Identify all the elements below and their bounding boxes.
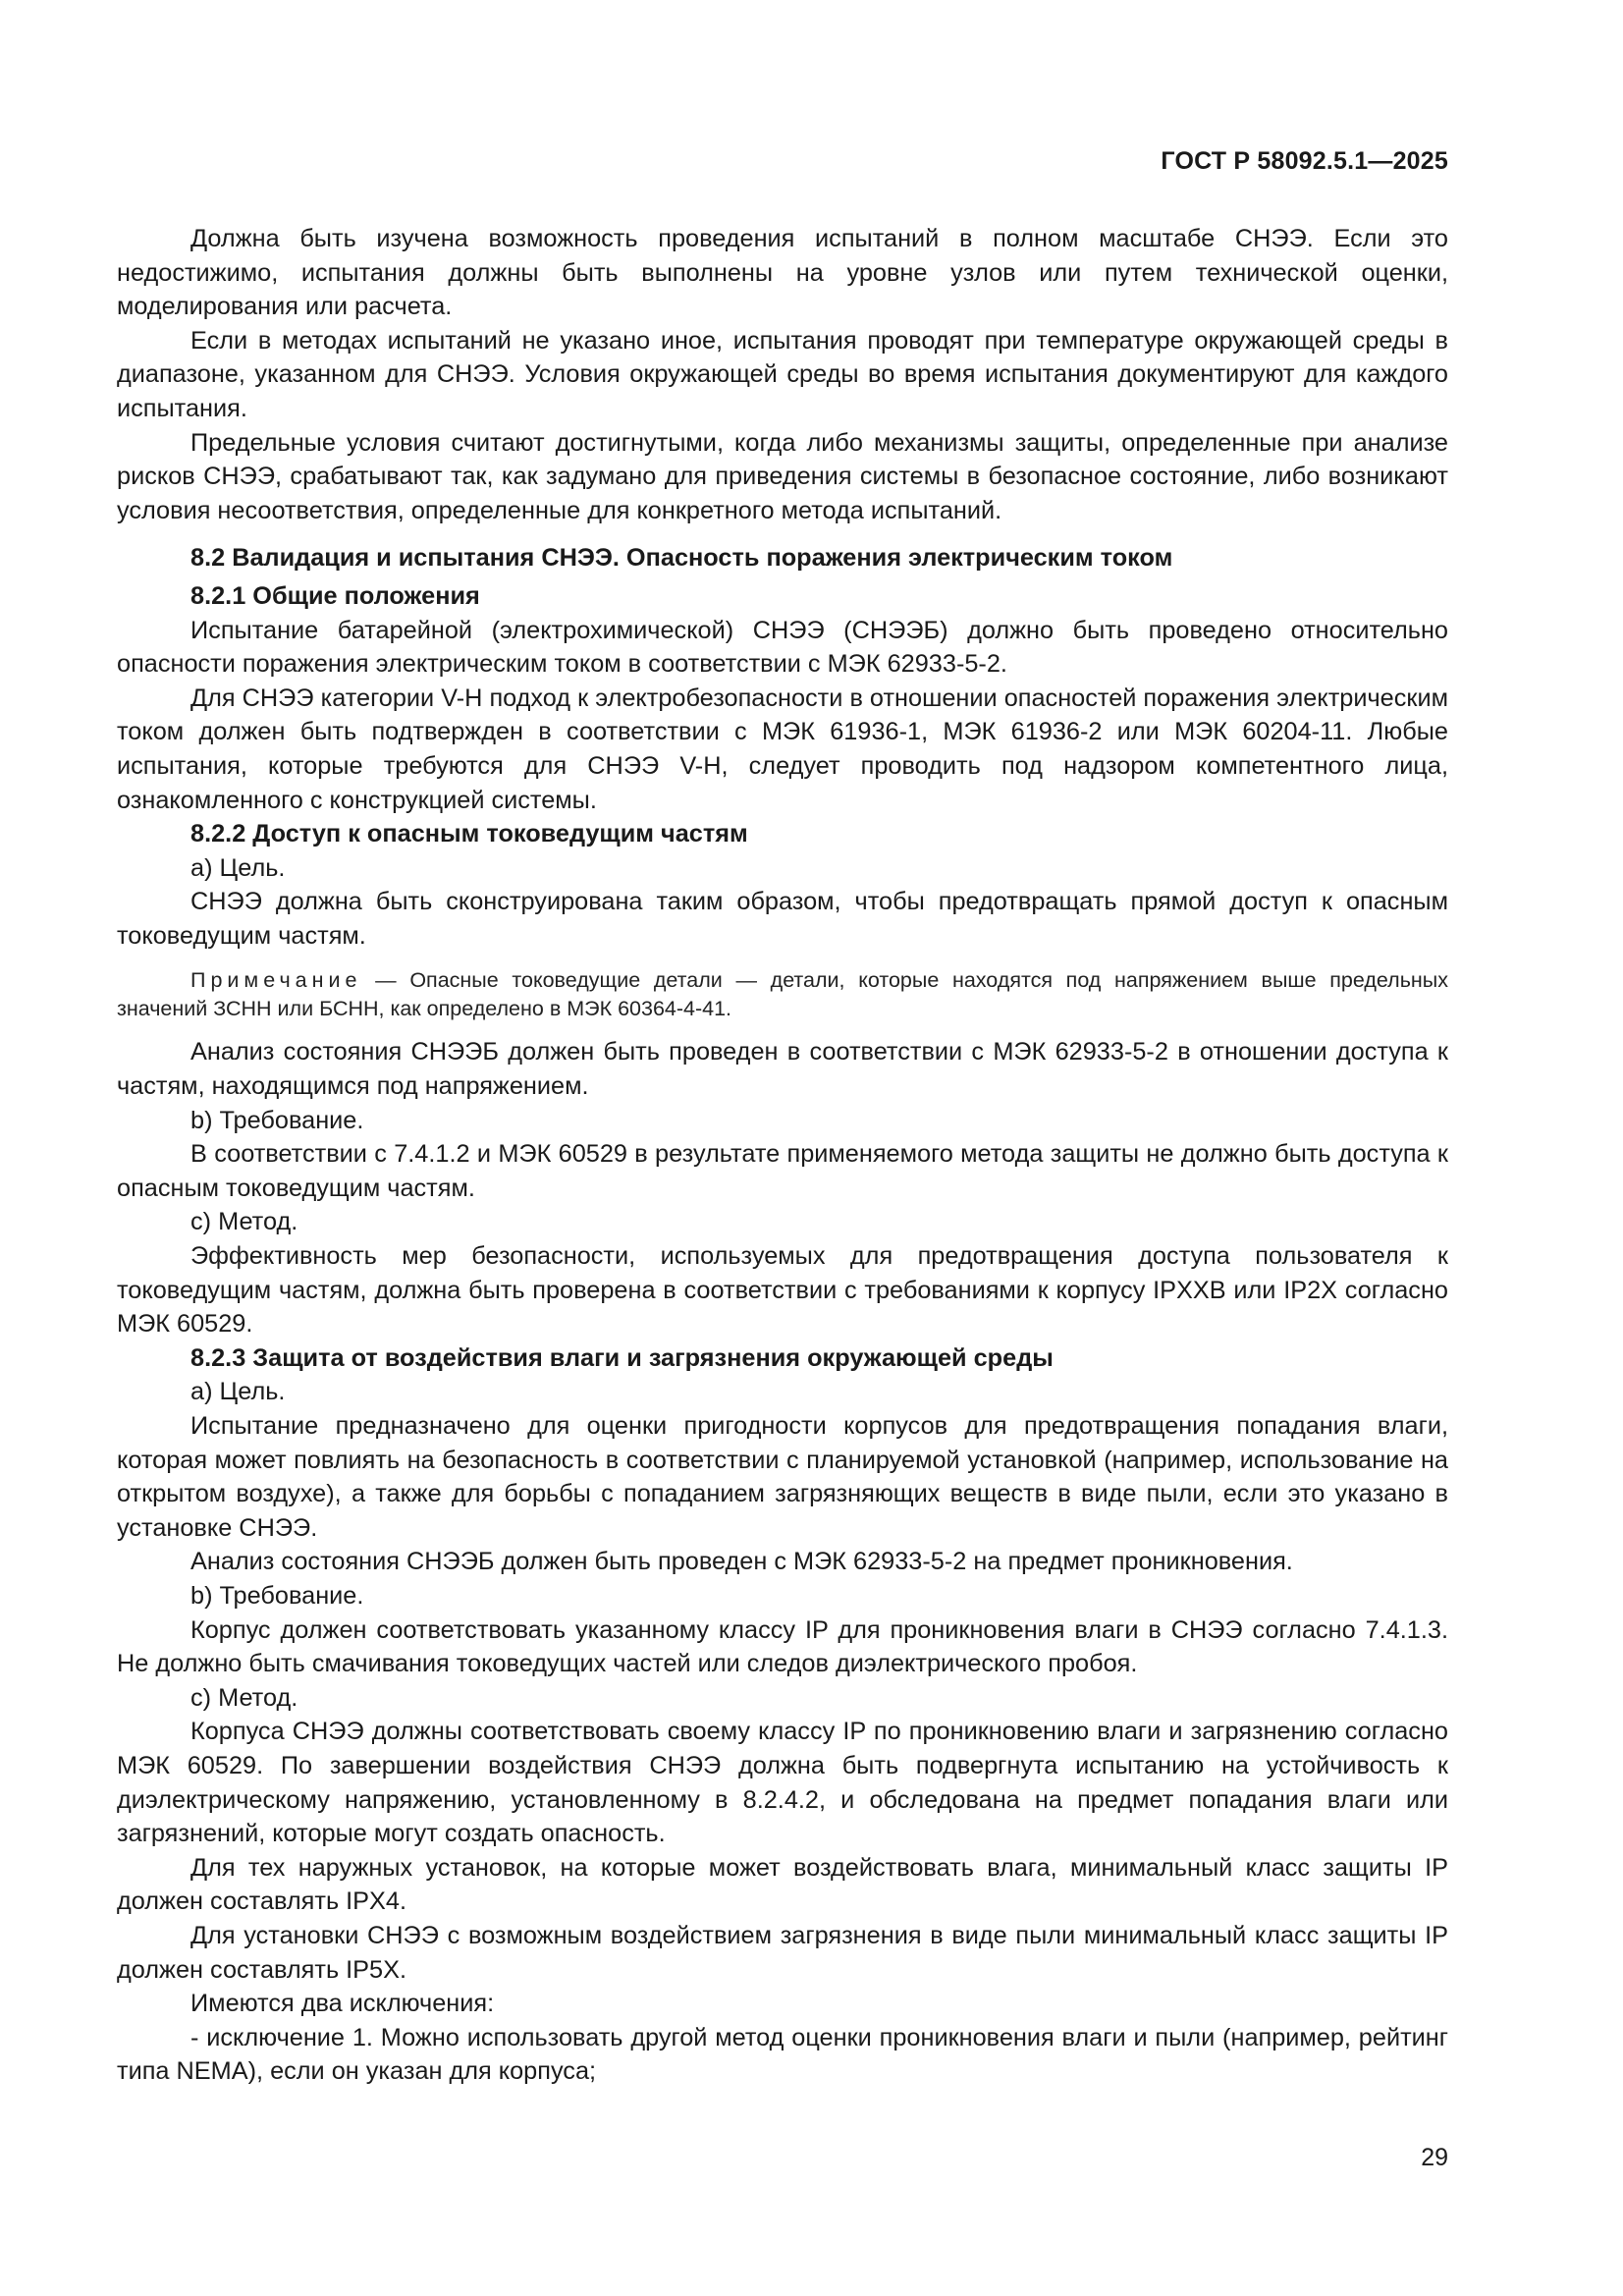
intro-paragraph-1: Должна быть изучена возможность проведения испытаний в полном масштабе СНЭЭ. Если это недостижимо, испытания должны быть выполнены на уровне узлов или путем технической оценки, моделирования или расчета. xyxy=(117,225,1448,321)
section-8-2-1-paragraph-2: Для СНЭЭ категории V-H подход к электробезопасности в отношении опасностей поражения электрическим током должен быть подтвержден в соответствии с МЭК 61936-1, МЭК 61936-2 или МЭК 60204-11. Любые испытания, которые требуются для СНЭЭ V-H, следует проводить под надзором компетентного лица, ознакомленного с конструкцией системы. xyxy=(117,683,1448,814)
section-8-2-2-method-label: c) Метод. xyxy=(190,1208,298,1236)
section-8-2-3-exceptions-intro: Имеются два исключения: xyxy=(190,1990,495,2018)
section-8-2-2-note xyxy=(117,966,1448,1023)
section-8-2-2-goal-label: a) Цель. xyxy=(190,853,286,882)
section-8-2-3-analysis-text: Анализ состояния СНЭЭБ должен быть проведен с МЭК 62933-5-2 на предмет проникновения. xyxy=(190,1548,1293,1576)
section-8-2-3-dust-text: Для установки СНЭЭ с возможным воздействием загрязнения в виде пыли минимальный класс защиты IP должен составлять IP5X. xyxy=(117,1921,1448,1984)
section-8-2-3-requirement-text: Корпус должен соответствовать указанному классу IP для проникновения влаги в СНЭЭ согласно 7.4.1.3. Не должно быть смачивания токоведущих частей или следов диэлектрического пробоя. xyxy=(117,1615,1448,1678)
document-header-id: ГОСТ Р 58092.5.1—2025 xyxy=(1161,147,1448,175)
section-8-2-3-outdoor-text: Для тех наружных установок, на которые может воздействовать влага, минимальный класс защиты IP должен составлять IPX4. xyxy=(117,1853,1448,1916)
section-8-2-3-method-label: c) Метод. xyxy=(190,1683,298,1712)
document-body xyxy=(117,222,1448,2089)
section-8-2-2-heading: 8.2.2 Доступ к опасным токоведущим частям xyxy=(190,820,748,848)
section-8-2-3-heading: 8.2.3 Защита от воздействия влаги и загрязнения окружающей среды xyxy=(190,1343,1054,1372)
intro-paragraph-2: Если в методах испытаний не указано иное, испытания проводят при температуре окружающей среды в диапазоне, указанном для СНЭЭ. Условия окружающей среды во время испытания документируют для каждого испытания. xyxy=(117,326,1448,422)
intro-paragraph-3: Предельные условия считают достигнутыми, когда либо механизмы защиты, определенные при анализе рисков СНЭЭ, срабатывают так, как задумано для приведения системы в безопасное состояние, либо возникают условия несоответствия, определенные для конкретного метода испытаний. xyxy=(117,428,1448,524)
section-8-2-2-analysis-text: Анализ состояния СНЭЭБ должен быть проведен в соответствии с МЭК 62933-5-2 в отношении доступа к частям, находящимся под напряжением. xyxy=(117,1038,1448,1101)
section-8-2-2-requirement-label: b) Требование. xyxy=(190,1106,364,1134)
note-text: — Опасные токоведущие детали — детали, которые находятся под напряжением выше предельных значений ЗСНН или БСНН, как определено в МЭК 60364-4-41. xyxy=(117,968,1448,1021)
section-8-2-1-paragraph-1: Испытание батарейной (электрохимической) СНЭЭ (СНЭЭБ) должно быть проведено относительно опасности поражения электрическим током в соответствии с МЭК 62933-5-2. xyxy=(117,616,1448,679)
section-8-2-heading: 8.2 Валидация и испытания СНЭЭ. Опасность поражения электрическим током xyxy=(190,544,1173,573)
section-8-2-3-goal-label: a) Цель. xyxy=(190,1378,286,1406)
page-number: 29 xyxy=(1421,2144,1448,2171)
section-8-2-3-exception-1: - исключение 1. Можно использовать другой метод оценки проникновения влаги и пыли (например, рейтинг типа NEMA), если он указан для корпуса; xyxy=(117,2023,1448,2086)
section-8-2-3-goal-text: Испытание предназначено для оценки пригодности корпусов для предотвращения попадания влаги, которая может повлиять на безопасность в соответствии с планируемой установкой (например, использование на открытом воздухе), а также для борьбы с попаданием загрязняющих веществ в виде пыли, если это указано в установке СНЭЭ. xyxy=(117,1412,1448,1542)
section-8-2-2-goal-text: СНЭЭ должна быть сконструирована таким образом, чтобы предотвращать прямой доступ к опасным токоведущим частям. xyxy=(117,888,1448,950)
section-8-2-1-heading: 8.2.1 Общие положения xyxy=(190,581,480,610)
section-8-2-3-method-text: Корпуса СНЭЭ должны соответствовать своему классу IP по проникновению влаги и загрязнению согласно МЭК 60529. По завершении воздействия СНЭЭ должна быть подвергнута испытанию на устойчивость к диэлектрическому напряжению, установленному в 8.2.4.2, и обследована на предмет попадания влаги или загрязнений, которые могут создать опасность. xyxy=(117,1718,1448,1848)
note-label: Примечание xyxy=(190,968,362,993)
section-8-2-2-method-text: Эффективность мер безопасности, используемых для предотвращения доступа пользователя к токоведущим частям, должна быть проверена в соответствии с требованиями к корпусу IPXXB или IP2X согласно МЭК 60529. xyxy=(117,1242,1448,1339)
section-8-2-2-requirement-text: В соответствии с 7.4.1.2 и МЭК 60529 в результате применяемого метода защиты не должно быть доступа к опасным токоведущим частям. xyxy=(117,1140,1448,1202)
section-8-2-3-requirement-label: b) Требование. xyxy=(190,1581,364,1610)
